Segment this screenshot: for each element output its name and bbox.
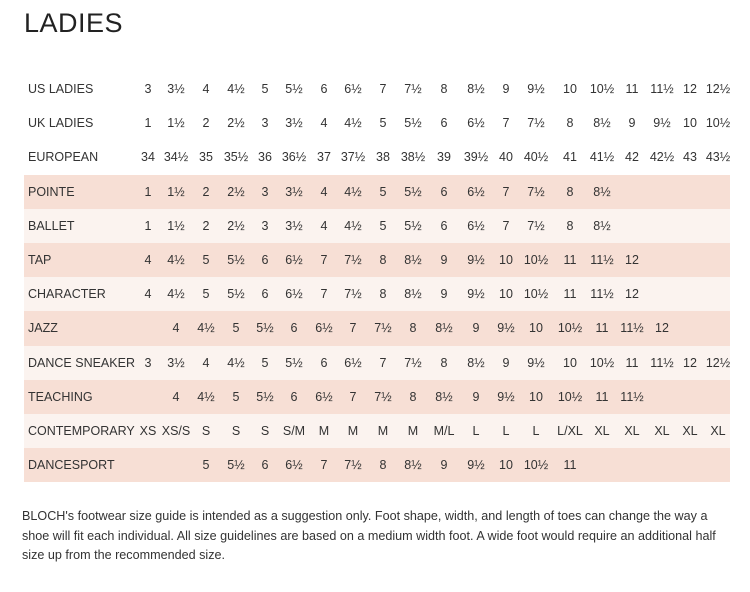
size-cell: 5: [202, 458, 210, 473]
size-cell: 10½: [557, 389, 583, 404]
size-cell: 4: [320, 184, 328, 199]
size-cell: 4: [320, 218, 328, 233]
size-cell: 39: [437, 150, 451, 165]
size-cell: 10: [499, 287, 513, 302]
size-cell: 7: [379, 355, 387, 370]
size-cell: 6: [320, 355, 328, 370]
size-cell: 7: [502, 116, 510, 131]
size-cell: 6: [440, 116, 448, 131]
row-cells: [136, 72, 730, 106]
row-cells: [136, 140, 730, 174]
size-cell: 11½: [590, 287, 614, 302]
size-cell: 3: [261, 116, 269, 131]
size-cell: 7: [502, 184, 510, 199]
size-cell: 4½: [167, 253, 185, 268]
size-cell: 8: [379, 458, 387, 473]
size-cell: 7½: [527, 218, 545, 233]
size-cell: 10½: [589, 355, 615, 370]
row-cells: [136, 311, 730, 345]
size-cell: 7½: [344, 253, 362, 268]
size-cell: XS: [139, 423, 157, 438]
size-cell: 6: [290, 321, 298, 336]
size-cell: 4½: [227, 355, 245, 370]
table-row: [24, 140, 730, 174]
row-cells: [136, 448, 730, 482]
size-cell: 2½: [227, 218, 245, 233]
size-cell: 5½: [404, 116, 422, 131]
size-cell: 10½: [589, 82, 615, 97]
size-cell: 10: [529, 321, 543, 336]
size-cell: M: [407, 423, 419, 438]
size-cell: 9½: [527, 355, 545, 370]
size-cell: 1: [144, 218, 152, 233]
size-cell: 7½: [374, 321, 392, 336]
table-row: [24, 311, 730, 345]
size-cell: 43: [683, 150, 697, 165]
size-cell: 38: [376, 150, 390, 165]
size-cell: 40½: [523, 150, 549, 165]
size-cell: 3: [144, 82, 152, 97]
size-cell: 6½: [467, 116, 485, 131]
size-chart-table: [24, 72, 730, 482]
size-cell: 12: [625, 253, 639, 268]
size-cell: 8: [440, 82, 448, 97]
size-cell: 10½: [523, 253, 549, 268]
size-cell: 3½: [167, 355, 185, 370]
size-cell: 10½: [705, 116, 731, 131]
size-cell: 6: [261, 458, 269, 473]
page-title: LADIES: [24, 8, 124, 38]
size-cell: 1: [144, 184, 152, 199]
row-label: US LADIES: [28, 82, 94, 97]
size-cell: 7: [320, 253, 328, 268]
size-cell: 39½: [463, 150, 489, 165]
size-cell: 11½: [650, 355, 674, 370]
size-cell: 4½: [197, 321, 215, 336]
size-cell: 5½: [404, 184, 422, 199]
size-cell: 6½: [315, 389, 333, 404]
size-cell: 4½: [167, 287, 185, 302]
size-cell: XL: [624, 423, 640, 438]
size-cell: 5: [261, 355, 269, 370]
row-label: UK LADIES: [28, 116, 94, 131]
size-cell: 7½: [344, 458, 362, 473]
size-cell: 8: [409, 389, 417, 404]
size-cell: 5½: [227, 458, 245, 473]
size-cell: 9½: [497, 321, 515, 336]
size-cell: 34½: [163, 150, 189, 165]
size-cell: 8½: [404, 253, 422, 268]
size-cell: 4: [320, 116, 328, 131]
size-cell: 2: [202, 184, 210, 199]
size-cell: 9: [502, 82, 510, 97]
size-cell: XL: [594, 423, 610, 438]
size-cell: 40: [499, 150, 513, 165]
size-cell: 9: [472, 389, 480, 404]
table-row: [24, 277, 730, 311]
row-cells: [136, 380, 730, 414]
size-cell: 8: [440, 355, 448, 370]
table-row: [24, 380, 730, 414]
size-cell: 6: [261, 253, 269, 268]
size-cell: 10: [563, 355, 577, 370]
size-cell: S: [201, 423, 211, 438]
row-label: DANCE SNEAKER: [28, 355, 135, 370]
size-cell: 5½: [285, 355, 303, 370]
size-cell: 35: [199, 150, 213, 165]
size-cell: 8: [566, 218, 574, 233]
size-cell: L: [532, 423, 540, 438]
size-cell: 7½: [404, 82, 422, 97]
size-cell: 9: [502, 355, 510, 370]
size-cell: 5½: [404, 218, 422, 233]
size-cell: 4½: [197, 389, 215, 404]
size-cell: 5½: [256, 321, 274, 336]
size-cell: 9½: [653, 116, 671, 131]
size-cell: 6: [440, 184, 448, 199]
size-cell: M/L: [433, 423, 455, 438]
size-cell: 6½: [315, 321, 333, 336]
size-cell: 3: [144, 355, 152, 370]
size-cell: 8½: [435, 321, 453, 336]
size-cell: 5: [379, 184, 387, 199]
table-row: [24, 243, 730, 277]
size-cell: 4: [172, 389, 180, 404]
size-cell: 41½: [589, 150, 615, 165]
size-cell: 5: [202, 287, 210, 302]
size-cell: 7: [502, 218, 510, 233]
size-cell: 10: [499, 253, 513, 268]
row-label: POINTE: [28, 184, 75, 199]
size-cell: 7: [379, 82, 387, 97]
size-cell: 8½: [593, 116, 611, 131]
size-cell: 7: [349, 389, 357, 404]
size-cell: 6½: [285, 458, 303, 473]
size-cell: 5: [379, 116, 387, 131]
size-cell: 37: [317, 150, 331, 165]
size-cell: 10: [683, 116, 697, 131]
size-cell: 12½: [705, 82, 731, 97]
size-cell: 7½: [527, 116, 545, 131]
size-cell: 6½: [467, 218, 485, 233]
size-cell: XS/S: [161, 423, 191, 438]
size-cell: 9: [628, 116, 636, 131]
size-cell: L: [502, 423, 510, 438]
size-cell: 7: [320, 458, 328, 473]
size-cell: 8½: [593, 218, 611, 233]
row-cells: [136, 414, 730, 448]
size-cell: XL: [710, 423, 726, 438]
table-row: [24, 106, 730, 140]
size-cell: 4: [202, 82, 210, 97]
size-cell: 42½: [649, 150, 675, 165]
size-cell: 6½: [285, 287, 303, 302]
size-cell: 8: [379, 287, 387, 302]
size-cell: 6: [290, 389, 298, 404]
size-cell: 34: [141, 150, 155, 165]
size-cell: 9: [472, 321, 480, 336]
size-cell: M: [347, 423, 359, 438]
size-cell: 5½: [227, 287, 245, 302]
size-cell: 7½: [344, 287, 362, 302]
size-cell: 8½: [435, 389, 453, 404]
size-cell: 6: [440, 218, 448, 233]
size-cell: 4½: [344, 116, 362, 131]
size-cell: 8: [566, 116, 574, 131]
size-cell: 7: [320, 287, 328, 302]
size-cell: 4½: [344, 218, 362, 233]
size-cell: 5½: [285, 82, 303, 97]
size-cell: 5½: [227, 253, 245, 268]
size-cell: 5: [232, 321, 240, 336]
size-cell: M: [377, 423, 389, 438]
size-cell: XL: [682, 423, 698, 438]
size-cell: 3½: [285, 218, 303, 233]
size-cell: 8: [409, 321, 417, 336]
size-cell: 11½: [590, 253, 614, 268]
size-cell: 3½: [167, 82, 185, 97]
row-label: EUROPEAN: [28, 150, 99, 165]
size-cell: 4: [144, 287, 152, 302]
size-cell: 5: [261, 82, 269, 97]
size-cell: 43½: [705, 150, 731, 165]
size-cell: 10½: [523, 287, 549, 302]
table-row: [24, 72, 730, 106]
size-cell: L: [472, 423, 480, 438]
size-cell: S: [260, 423, 270, 438]
size-cell: M: [318, 423, 330, 438]
size-cell: 3½: [285, 184, 303, 199]
size-cell: 35½: [223, 150, 249, 165]
size-cell: 2: [202, 116, 210, 131]
size-cell: 11: [563, 458, 577, 473]
size-cell: 11: [625, 355, 639, 370]
size-cell: 1½: [167, 218, 185, 233]
size-cell: 2½: [227, 184, 245, 199]
table-row: [24, 209, 730, 243]
row-label: CHARACTER: [28, 287, 106, 302]
size-cell: L/XL: [557, 423, 583, 438]
size-cell: 6½: [344, 355, 362, 370]
size-cell: XL: [654, 423, 670, 438]
size-cell: 41: [563, 150, 577, 165]
size-cell: 8½: [467, 355, 485, 370]
row-cells: [136, 175, 730, 209]
row-cells: [136, 106, 730, 140]
size-cell: 4½: [344, 184, 362, 199]
size-cell: 11: [625, 82, 639, 97]
size-cell: 11: [595, 321, 609, 336]
size-cell: 5: [232, 389, 240, 404]
size-cell: 8: [566, 184, 574, 199]
size-cell: 10½: [523, 458, 549, 473]
table-row: [24, 414, 730, 448]
row-label: DANCESPORT: [28, 458, 115, 473]
table-row: [24, 346, 730, 380]
row-cells: [136, 346, 730, 380]
row-label: CONTEMPORARY: [28, 423, 135, 438]
size-cell: 7½: [404, 355, 422, 370]
size-cell: 5: [379, 218, 387, 233]
size-cell: 1½: [167, 184, 185, 199]
size-cell: 6: [261, 287, 269, 302]
row-cells: [136, 277, 730, 311]
size-cell: 12: [625, 287, 639, 302]
size-cell: 2½: [227, 116, 245, 131]
size-cell: 2: [202, 218, 210, 233]
size-cell: 38½: [400, 150, 426, 165]
size-cell: 12: [655, 321, 669, 336]
size-cell: 10: [499, 458, 513, 473]
row-label: BALLET: [28, 218, 75, 233]
size-cell: S: [231, 423, 241, 438]
size-cell: 36½: [281, 150, 307, 165]
size-cell: 4: [202, 355, 210, 370]
size-cell: 4½: [227, 82, 245, 97]
size-cell: 9½: [467, 253, 485, 268]
row-label: TEACHING: [28, 389, 93, 404]
size-cell: 6½: [285, 253, 303, 268]
size-cell: 8½: [404, 287, 422, 302]
size-cell: 4: [172, 321, 180, 336]
size-cell: 12: [683, 355, 697, 370]
size-cell: 8½: [467, 82, 485, 97]
size-guide-disclaimer: BLOCH's footwear size guide is intended as a suggestion only. Foot shape, width, and length of toes can change the way a shoe will fit each individual. All size guidelines are based on a medium width foot. A wide foot would require an additional half size up from the recommended size.: [22, 509, 716, 562]
size-cell: 12: [683, 82, 697, 97]
size-cell: 10: [563, 82, 577, 97]
size-cell: 4: [144, 253, 152, 268]
size-cell: 9½: [467, 458, 485, 473]
size-cell: 1½: [167, 116, 185, 131]
size-cell: 6½: [344, 82, 362, 97]
size-cell: 9: [440, 458, 448, 473]
size-cell: 10: [529, 389, 543, 404]
table-row: [24, 448, 730, 482]
size-cell: 11½: [620, 389, 644, 404]
row-cells: [136, 209, 730, 243]
size-cell: 9½: [497, 389, 515, 404]
table-row: [24, 175, 730, 209]
size-cell: 5: [202, 253, 210, 268]
size-cell: 3½: [285, 116, 303, 131]
size-cell: 7½: [374, 389, 392, 404]
row-cells: [136, 243, 730, 277]
size-cell: S/M: [282, 423, 306, 438]
row-label: JAZZ: [28, 321, 58, 336]
size-cell: 8: [379, 253, 387, 268]
size-cell: 8½: [593, 184, 611, 199]
size-cell: 9: [440, 253, 448, 268]
size-cell: 12½: [705, 355, 731, 370]
size-cell: 42: [625, 150, 639, 165]
size-cell: 9½: [527, 82, 545, 97]
size-cell: 7½: [527, 184, 545, 199]
size-cell: 36: [258, 150, 272, 165]
row-label: TAP: [28, 253, 52, 268]
size-cell: 9: [440, 287, 448, 302]
size-cell: 1: [144, 116, 152, 131]
size-cell: 5½: [256, 389, 274, 404]
size-cell: 6: [320, 82, 328, 97]
size-cell: 11: [563, 253, 577, 268]
size-cell: 11½: [650, 82, 674, 97]
size-cell: 6½: [467, 184, 485, 199]
size-cell: 3: [261, 184, 269, 199]
size-cell: 8½: [404, 458, 422, 473]
size-cell: 9½: [467, 287, 485, 302]
size-cell: 37½: [340, 150, 366, 165]
size-cell: 10½: [557, 321, 583, 336]
size-cell: 11: [563, 287, 577, 302]
size-cell: 7: [349, 321, 357, 336]
size-cell: 11: [595, 389, 609, 404]
size-cell: 11½: [620, 321, 644, 336]
size-cell: 3: [261, 218, 269, 233]
